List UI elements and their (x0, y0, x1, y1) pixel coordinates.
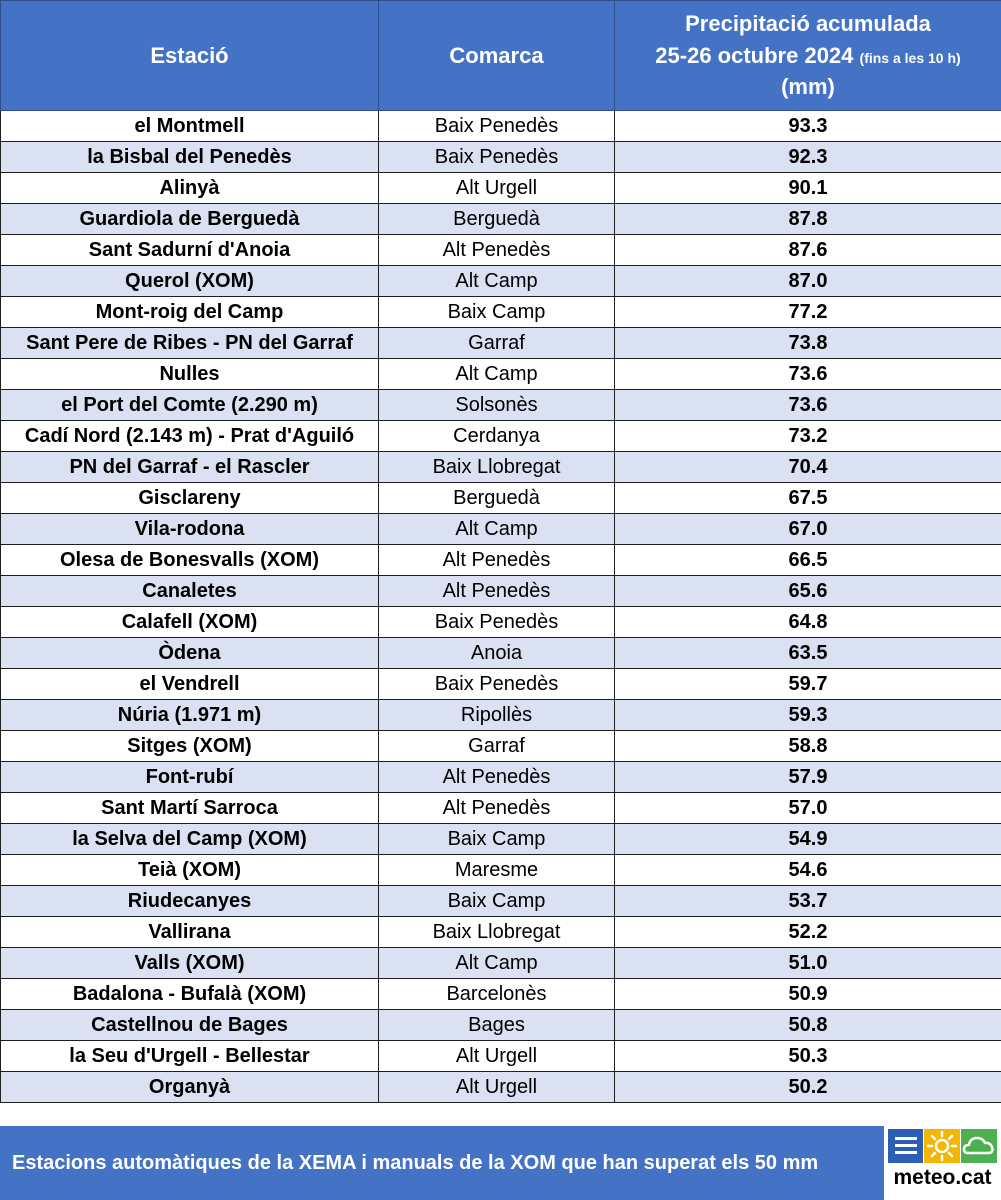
table-row (1, 328, 1001, 359)
precipitation-value-cell: 90.1 (615, 173, 1001, 204)
table-row (1, 545, 1001, 576)
station-cell: Font-rubí (1, 762, 379, 793)
table-row (1, 762, 1001, 793)
comarca-cell: Garraf (379, 731, 615, 762)
comarca-cell: Solsonès (379, 390, 615, 421)
comarca-cell: Alt Camp (379, 266, 615, 297)
precipitation-value-cell: 50.8 (615, 1010, 1001, 1041)
station-cell: el Montmell (1, 111, 379, 142)
table-row (1, 235, 1001, 266)
station-cell: Calafell (XOM) (1, 607, 379, 638)
precipitation-value-cell: 92.3 (615, 142, 1001, 173)
station-cell: el Port del Comte (2.290 m) (1, 390, 379, 421)
precipitation-value-cell: 63.5 (615, 638, 1001, 669)
station-cell: Gisclareny (1, 483, 379, 514)
station-cell: Vila-rodona (1, 514, 379, 545)
station-cell: Sant Sadurní d'Anoia (1, 235, 379, 266)
table-row (1, 607, 1001, 638)
precipitation-value-cell: 93.3 (615, 111, 1001, 142)
comarca-cell: Bages (379, 1010, 615, 1041)
logo-text: meteo.cat (893, 1166, 992, 1189)
precipitation-value-cell: 52.2 (615, 917, 1001, 948)
table-row (1, 173, 1001, 204)
precipitation-value-cell: 67.5 (615, 483, 1001, 514)
comarca-cell: Alt Urgell (379, 1041, 615, 1072)
station-cell: Teià (XOM) (1, 855, 379, 886)
table-row (1, 421, 1001, 452)
table-row (1, 824, 1001, 855)
header-precip-unit: (mm) (781, 74, 835, 100)
table-row (1, 793, 1001, 824)
comarca-cell: Alt Penedès (379, 793, 615, 824)
station-cell: Sitges (XOM) (1, 731, 379, 762)
comarca-cell: Alt Penedès (379, 545, 615, 576)
precipitation-value-cell: 73.2 (615, 421, 1001, 452)
precipitation-value-cell: 50.2 (615, 1072, 1001, 1103)
station-cell: Alinyà (1, 173, 379, 204)
comarca-cell: Berguedà (379, 483, 615, 514)
comarca-cell: Garraf (379, 328, 615, 359)
table-row (1, 390, 1001, 421)
table-row (1, 266, 1001, 297)
comarca-cell: Baix Llobregat (379, 452, 615, 483)
table-row (1, 514, 1001, 545)
table-row (1, 297, 1001, 328)
comarca-cell: Baix Camp (379, 297, 615, 328)
station-cell: Vallirana (1, 917, 379, 948)
header-station: Estació (1, 1, 379, 111)
comarca-cell: Maresme (379, 855, 615, 886)
precipitation-value-cell: 64.8 (615, 607, 1001, 638)
comarca-cell: Berguedà (379, 204, 615, 235)
table-row (1, 142, 1001, 173)
comarca-cell: Alt Camp (379, 359, 615, 390)
precipitation-value-cell: 87.0 (615, 266, 1001, 297)
table-row (1, 576, 1001, 607)
station-cell: Valls (XOM) (1, 948, 379, 979)
table-row (1, 731, 1001, 762)
precipitation-value-cell: 51.0 (615, 948, 1001, 979)
comarca-cell: Alt Urgell (379, 173, 615, 204)
comarca-cell: Alt Penedès (379, 235, 615, 266)
header-precip-date: 25-26 octubre 2024 (655, 42, 854, 68)
station-cell: Badalona - Bufalà (XOM) (1, 979, 379, 1010)
station-cell: la Bisbal del Penedès (1, 142, 379, 173)
table-row (1, 948, 1001, 979)
comarca-cell: Baix Penedès (379, 669, 615, 700)
comarca-cell: Baix Llobregat (379, 917, 615, 948)
precipitation-value-cell: 65.6 (615, 576, 1001, 607)
station-cell: Nulles (1, 359, 379, 390)
precipitation-value-cell: 66.5 (615, 545, 1001, 576)
comarca-cell: Baix Camp (379, 824, 615, 855)
precipitation-value-cell: 77.2 (615, 297, 1001, 328)
station-cell: Riudecanyes (1, 886, 379, 917)
station-cell: Querol (XOM) (1, 266, 379, 297)
table-row (1, 111, 1001, 142)
comarca-cell: Ripollès (379, 700, 615, 731)
comarca-cell: Alt Penedès (379, 762, 615, 793)
table-row (1, 359, 1001, 390)
comarca-cell: Baix Penedès (379, 111, 615, 142)
menu-lines-icon (888, 1129, 923, 1163)
precipitation-value-cell: 73.6 (615, 390, 1001, 421)
comarca-cell: Baix Penedès (379, 142, 615, 173)
precipitation-value-cell: 57.9 (615, 762, 1001, 793)
table-row (1, 452, 1001, 483)
precipitation-value-cell: 57.0 (615, 793, 1001, 824)
station-cell: la Selva del Camp (XOM) (1, 824, 379, 855)
station-cell: Organyà (1, 1072, 379, 1103)
station-cell: Olesa de Bonesvalls (XOM) (1, 545, 379, 576)
table-header-row (1, 1, 1001, 111)
header-precipitation (615, 1, 1001, 111)
cloud-icon (961, 1129, 997, 1163)
comarca-cell: Cerdanya (379, 421, 615, 452)
precipitation-value-cell: 58.8 (615, 731, 1001, 762)
station-cell: Núria (1.971 m) (1, 700, 379, 731)
precipitation-value-cell: 59.7 (615, 669, 1001, 700)
table-row (1, 669, 1001, 700)
sun-icon (924, 1129, 960, 1163)
station-cell: Canaletes (1, 576, 379, 607)
table-row (1, 204, 1001, 235)
comarca-cell: Anoia (379, 638, 615, 669)
station-cell: la Seu d'Urgell - Bellestar (1, 1041, 379, 1072)
comarca-cell: Alt Urgell (379, 1072, 615, 1103)
precipitation-value-cell: 50.3 (615, 1041, 1001, 1072)
precipitation-value-cell: 50.9 (615, 979, 1001, 1010)
table-row (1, 1010, 1001, 1041)
footer-bar (0, 1126, 1001, 1200)
station-cell: Guardiola de Berguedà (1, 204, 379, 235)
precipitation-value-cell: 70.4 (615, 452, 1001, 483)
precipitation-value-cell: 87.6 (615, 235, 1001, 266)
comarca-cell: Alt Penedès (379, 576, 615, 607)
precipitation-value-cell: 54.9 (615, 824, 1001, 855)
station-cell: Mont-roig del Camp (1, 297, 379, 328)
footer-caption: Estacions automàtiques de la XEMA i manuals de la XOM que han superat els 50 mm (12, 1152, 819, 1174)
station-cell: Cadí Nord (2.143 m) - Prat d'Aguiló (1, 421, 379, 452)
header-comarca: Comarca (379, 1, 615, 111)
station-cell: Sant Martí Sarroca (1, 793, 379, 824)
comarca-cell: Barcelonès (379, 979, 615, 1010)
table-row (1, 886, 1001, 917)
station-cell: el Vendrell (1, 669, 379, 700)
precipitation-value-cell: 73.6 (615, 359, 1001, 390)
header-precip-title: Precipitació acumulada (685, 10, 931, 36)
table-row (1, 1072, 1001, 1103)
precipitation-value-cell: 54.6 (615, 855, 1001, 886)
station-cell: PN del Garraf - el Rascler (1, 452, 379, 483)
table-row (1, 483, 1001, 514)
meteocat-logo (884, 1126, 1001, 1200)
station-cell: Castellnou de Bages (1, 1010, 379, 1041)
table-row (1, 979, 1001, 1010)
station-cell: Òdena (1, 638, 379, 669)
comarca-cell: Alt Camp (379, 514, 615, 545)
precipitation-value-cell: 67.0 (615, 514, 1001, 545)
precipitation-value-cell: 87.8 (615, 204, 1001, 235)
comarca-cell: Alt Camp (379, 948, 615, 979)
precipitation-value-cell: 73.8 (615, 328, 1001, 359)
comarca-cell: Baix Camp (379, 886, 615, 917)
header-precip-note: (fins a les 10 h) (859, 49, 961, 66)
table-row (1, 917, 1001, 948)
precipitation-value-cell: 59.3 (615, 700, 1001, 731)
table-row (1, 855, 1001, 886)
table-row (1, 1041, 1001, 1072)
comarca-cell: Baix Penedès (379, 607, 615, 638)
table-row (1, 700, 1001, 731)
station-cell: Sant Pere de Ribes - PN del Garraf (1, 328, 379, 359)
table-row (1, 638, 1001, 669)
precipitation-value-cell: 53.7 (615, 886, 1001, 917)
